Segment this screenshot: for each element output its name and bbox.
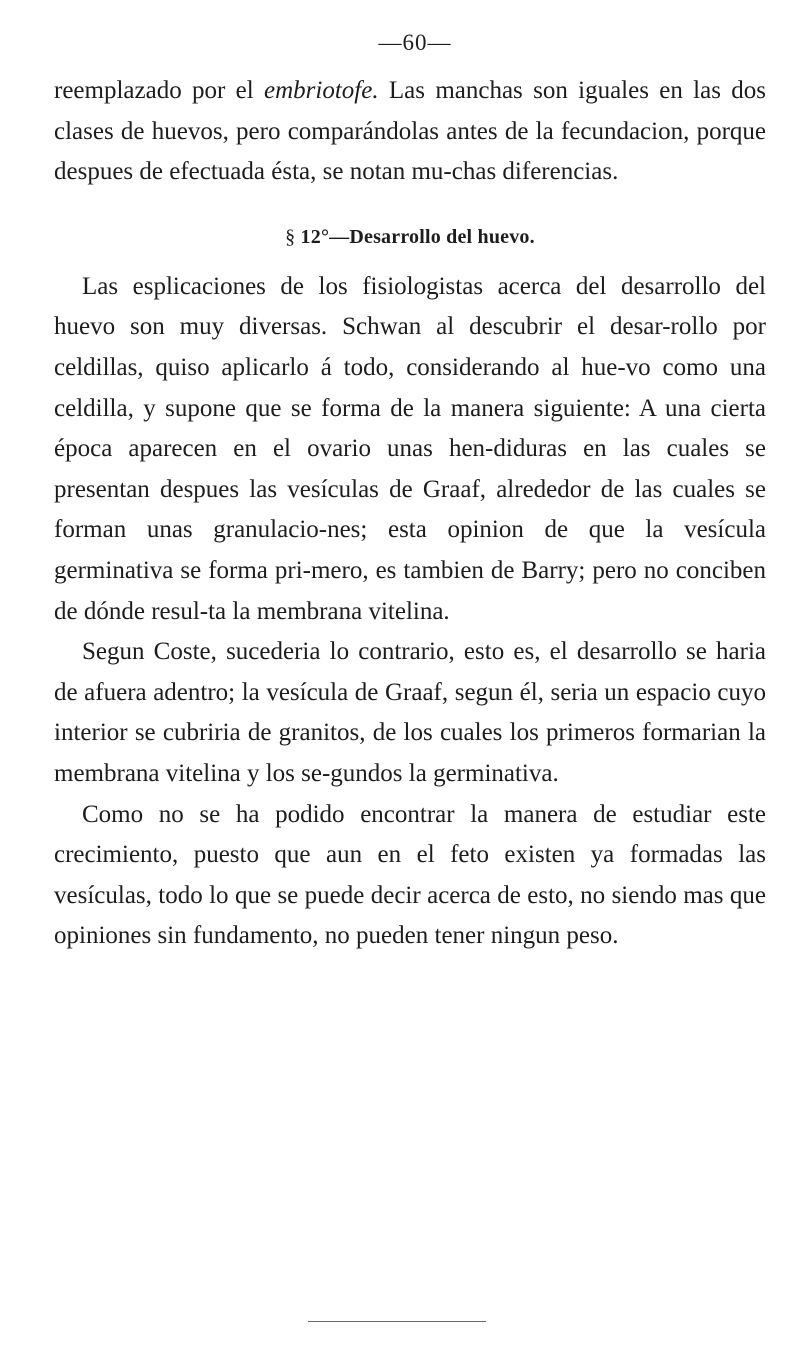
section-mark: § bbox=[285, 225, 296, 248]
page-number: —60— bbox=[378, 30, 452, 55]
end-rule bbox=[308, 1321, 486, 1322]
paragraph-continuation bbox=[54, 71, 766, 193]
paragraph-text: reemplazado por el bbox=[54, 77, 265, 104]
section-title: 12°—Desarrollo del huevo. bbox=[300, 225, 535, 248]
paragraph-conclusion: Como no se ha podido encontrar la manera de estudiar este crecimiento, puesto que aun en el feto existen ya formadas las vesículas, todo lo que se puede decir acerca de esto, no siendo mas que opiniones sin fundamento, no pueden tener ningun peso. bbox=[54, 800, 766, 950]
paragraph-explanations: Las esplicaciones de los fisiologistas acerca del desarrollo del huevo son muy diversas. Schwan al descubrir el desar-rollo por celdillas, quiso aplicarlo á todo, considerando al hue-vo como una celdilla, y supone que se forma de la manera siguiente: A una cierta época aparecen en el ovario unas hen-diduras en las cuales se presentan despues las vesículas de Graaf, alrededor de las cuales se forman unas granulacio-nes; esta opinion de que la vesícula germinativa se forma pri-mero, es tambien de Barry; pero no conciben de dónde resul-ta la membrana vitelina. bbox=[54, 272, 766, 625]
paragraph-coste: Segun Coste, sucederia lo contrario, esto es, el desarrollo se haria de afuera adentro; la vesícula de Graaf, segun él, seria un espacio cuyo interior se cubriria de granitos, de los cuales los primeros formarian la membrana vitelina y los se-gundos la germinativa. bbox=[54, 638, 766, 787]
book-page bbox=[54, 28, 766, 957]
italic-term: embriotofe. bbox=[264, 77, 379, 104]
paragraph-text: Las manchas son iguales en las dos clases de huevos, pero comparándolas antes de la fecundacion, porque despues de efectuada ésta, se notan mu-chas diferencias. bbox=[54, 77, 766, 186]
section-heading bbox=[54, 217, 766, 257]
